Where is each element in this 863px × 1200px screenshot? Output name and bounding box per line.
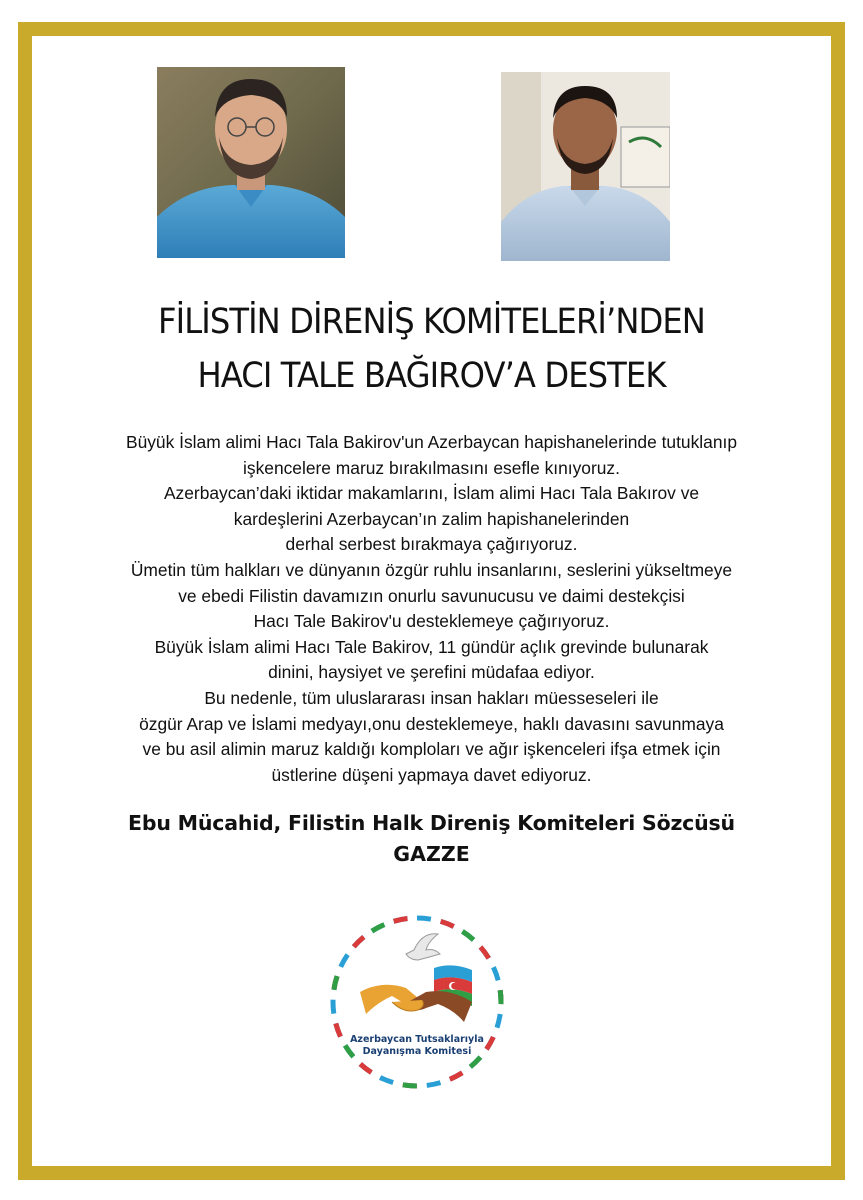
- body-line: ve bu asil alimin maruz kaldığı komploları ve ağır işkenceleri ifşa etmek için: [142, 739, 721, 760]
- body-line: Büyük İslam alimi Hacı Tala Bakirov'un Azerbaycan hapishanelerinde tutuklanıp: [125, 432, 738, 452]
- logo-emblem-icon: [322, 910, 512, 1095]
- body-line: derhal serbest bırakmaya çağırıyoruz.: [285, 534, 578, 555]
- portrait-photo-left: [157, 67, 345, 258]
- body-line: Büyük İslam alimi Hacı Tale Bakirov, 11 gündür açlık grevinde bulunarak: [154, 636, 709, 657]
- body-line: kardeşlerini Azerbaycan’ın zalim hapishanelerinden: [233, 508, 630, 529]
- headline-line-2: HACI TALE BAĞIROV’A DESTEK: [197, 356, 666, 396]
- body-line: Ümetin tüm halkları ve dünyanın özgür ruhlu insanlarını, seslerini yükseltmeye: [130, 559, 733, 580]
- body-line: Azerbaycan’daki iktidar makamlarını, İslam alimi Hacı Tala Bakırov ve: [163, 483, 700, 504]
- logo-text-line-2: Dayanışma Komitesi: [362, 1046, 472, 1057]
- signature-line-2: GAZZE: [393, 842, 470, 866]
- body-line: üstlerine düşeni yapmaya davet ediyoruz.: [271, 764, 592, 785]
- signature-line-1: Ebu Mücahid, Filistin Halk Direniş Komiteleri Sözcüsü: [128, 811, 735, 835]
- portrait-photo-right: [501, 72, 670, 261]
- logo-text-line-1: Azerbaycan Tutsaklarıyla: [350, 1034, 484, 1045]
- body-line: Hacı Tale Bakirov'u desteklemeye çağırıyoruz.: [253, 611, 610, 632]
- body-line: dinini, haysiyet ve şerefini müdafaa ediyor.: [268, 662, 595, 683]
- statement-body: [0, 430, 863, 788]
- body-line: ve ebedi Filistin davamızın onurlu savunucusu ve daimi destekçisi: [178, 585, 685, 606]
- headline-line-1: FİLİSTİN DİRENİŞ KOMİTELERİ’NDEN: [158, 302, 705, 342]
- committee-logo: [322, 910, 512, 1095]
- body-line: Bu nedenle, tüm uluslararası insan hakları müesseseleri ile: [204, 687, 659, 708]
- body-line: özgür Arap ve İslami medyayı,onu desteklemeye, haklı davasını savunmaya: [139, 713, 724, 734]
- body-line: işkencelere maruz bırakılmasını esefle kınıyoruz.: [243, 457, 620, 478]
